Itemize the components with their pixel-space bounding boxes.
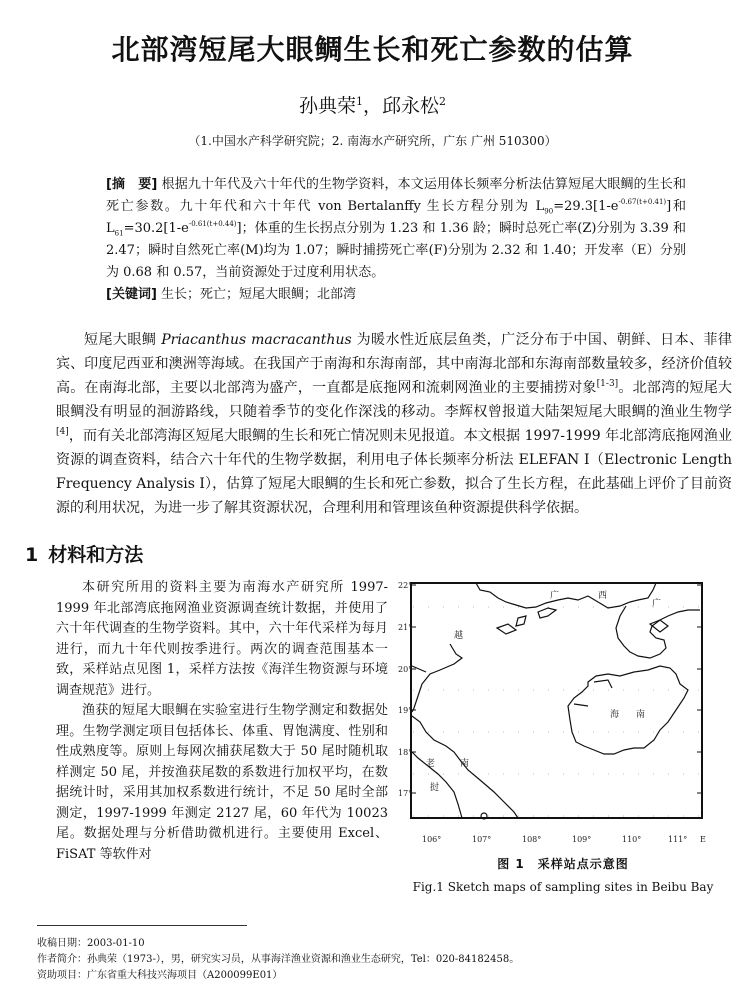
affiliation-mark: 1 — [355, 95, 363, 108]
section-number: 1 — [25, 544, 39, 566]
affiliation-mark: 2 — [439, 95, 447, 108]
place-guangdong: 广 — [652, 599, 662, 609]
lat-ticks — [411, 585, 702, 793]
footnote-rule — [37, 925, 247, 926]
paper-title: 北部湾短尾大眼鲷生长和死亡参数的估算 — [111, 33, 634, 66]
intro-text: 为暖水性近底层鱼类，广泛分布于中国、朝鲜、日本、菲律宾、印度尼西亚和澳洲等海域。在我国产于南海和东海南部，其中南海北部和东海南部数量较多，经济价值较高。在南海北部，主要以北部湾为盛产，一直都是底拖网和流刺网渔业的主要捕捞对象 — [56, 332, 733, 396]
lon-label: 109° — [572, 835, 592, 844]
figure-caption-cn: 图 1 采样站点示意图 — [497, 857, 629, 871]
author-name: 邱永松 — [382, 95, 440, 117]
place-guangxi: 西 — [598, 591, 608, 601]
place-hainan: 海 — [610, 710, 620, 720]
eq-symbol: L — [106, 221, 115, 236]
place-hainan: 南 — [636, 710, 646, 720]
place-guangxi: 广 — [550, 591, 560, 601]
coastline — [412, 583, 700, 819]
lon-label: 111° — [668, 835, 688, 844]
eq-exponent: -0.67(t+0.41) — [618, 198, 667, 206]
citation-ref: [4] — [56, 427, 69, 437]
equation-60s — [106, 221, 242, 236]
figure-caption-en: Fig.1 Sketch maps of sampling sites in Beibu Bay — [412, 880, 714, 894]
lon-suffix: E — [700, 835, 706, 844]
eq-close: ] — [236, 221, 242, 236]
abstract-text: ；体重的生长拐点分别为 1.23 和 1.36 龄；瞬时总死亡率(Z)分别为 3.39 和 2.47；瞬时自然死亡率(M)均为 1.07；瞬时捕捞死亡率(F)分别为 2.32 和 1.40；开发率（E）分别为 0.68 和 0.57，当前资源处于过度利用状态。 — [106, 221, 686, 280]
place-laos: 老 — [426, 759, 436, 769]
species-name: Priacanthus macracanthus — [161, 332, 352, 348]
lon-label: 107° — [472, 835, 492, 844]
methods-paragraph: 本研究所用的资料主要为南海水产研究所 1997-1999 年北部湾底拖网渔业资源调查统计数据，并使用了六十年代调查的生物学资料。其中，六十年代采样为每月进行，而九十年代则按季进行。两次的调查范围基本一致，采样站点见图 1，采样方法按《海洋生物资源与环境调查规范》进行。 — [56, 580, 388, 698]
intro-text: 短尾大眼鲷 — [84, 332, 162, 348]
lon-label: 108° — [522, 835, 542, 844]
map-canvas — [398, 580, 718, 852]
methods-paragraph: 渔获的短尾大眼鲷在实验室进行生物学测定和数据处理。生物学测定项目包括体长、体重、胃饱满度、性别和性成熟度等。原则上每网次捕获尾数大于 50 尾时随机取样测定 50 尾，并按渔获尾数的系数进行加权平均，在数据统计时，采用其加权系数进行统计，不足 50 尾时全部测定，1997-1999 年测定 2127 尾，60 年代为 10023 尾。数据处理与分析借助微机进行。主要使用 Excel、FiSAT 等软件对 — [56, 703, 388, 862]
eq-subscript: 61 — [114, 229, 124, 238]
place-laos: 挝 — [430, 783, 440, 793]
lat-label: 17° — [398, 789, 413, 798]
keywords: 生长；死亡；短尾大眼鲷；北部湾 — [161, 287, 357, 302]
footnotes — [37, 936, 519, 984]
abstract — [106, 174, 686, 306]
eq-close: ] — [666, 199, 672, 214]
author-bio: 作者简介：孙典荣（1973-），男，研究实习员，从事海洋渔业资源和渔业生态研究，Tel：020-84182458。 — [37, 954, 520, 965]
lat-label: 22° — [398, 581, 413, 590]
lon-label: 106° — [422, 835, 442, 844]
eq-subscript: 90 — [544, 207, 554, 216]
author-line — [0, 91, 745, 118]
abstract-label: [摘 要] — [106, 177, 158, 192]
citation-ref: [1-3] — [596, 379, 619, 389]
figure-1-map — [398, 580, 718, 852]
eq-symbol: L — [535, 199, 545, 214]
intro-text: ，而有关北部湾海区短尾大眼鲷的生长和死亡情况则未见报道。本文根据 1997-1999 年北部湾底拖网渔业资源的调查资料，结合六十年代的生物学数据，利用电子体长频率分析法 ELEFAN Ⅰ（Electronic Length Frequency Analysis Ⅰ），估算了短尾大眼鲷的生长和死亡参数，拟合了生长方程，在此基础上评价了目前资源的利用状况，为进一步了解其资源状况，合理利用和管理该鱼种资源提供科学依据。 — [56, 428, 732, 516]
eq-joiner: 和 — [671, 199, 686, 214]
lat-label: 21° — [398, 623, 413, 632]
lat-label: 19° — [398, 706, 413, 715]
lat-label: 18° — [398, 748, 413, 757]
eq-body: =29.3[1-e — [553, 199, 619, 214]
section-title: 材料和方法 — [48, 544, 144, 566]
abstract-text: 根据九十年代及六十年代的生物学资料，本文运用体长频率分析法估算短尾大眼鲷的生长和死亡参数。九十年代和六十年代 von Bertalanffy 生长方程分别为 — [106, 177, 686, 214]
methods-text — [56, 578, 388, 865]
intro-paragraph — [56, 328, 732, 520]
author-separator: ， — [362, 95, 382, 117]
eq-body: =30.2[1-e — [123, 221, 189, 236]
lat-label: 20° — [398, 665, 413, 674]
place-vietnam-south: 南 — [460, 759, 470, 769]
received-date: 收稿日期：2003-01-10 — [37, 938, 145, 949]
section-heading — [25, 540, 143, 567]
map-frame — [411, 583, 702, 818]
funding: 资助项目：广东省重大科技兴海项目（A200099E01） — [37, 970, 283, 981]
intro-text: 。北部湾的短尾大眼鲷没有明显的洄游路线，只随着季节的变化作深浅的移动。李辉权曾报道大陆架短尾大眼鲷的渔业生物学 — [56, 380, 733, 420]
eq-exponent: -0.61(t+0.44) — [188, 220, 237, 228]
author-name: 孙典荣 — [298, 95, 356, 117]
equation-90s — [536, 199, 672, 214]
lon-label: 110° — [622, 835, 642, 844]
affiliation: （1.中国水产科学研究院；2. 南海水产研究所，广东 广州 510300） — [188, 134, 557, 148]
keywords-label: [关键词] — [106, 287, 157, 302]
place-vietnam: 越 — [454, 631, 464, 641]
